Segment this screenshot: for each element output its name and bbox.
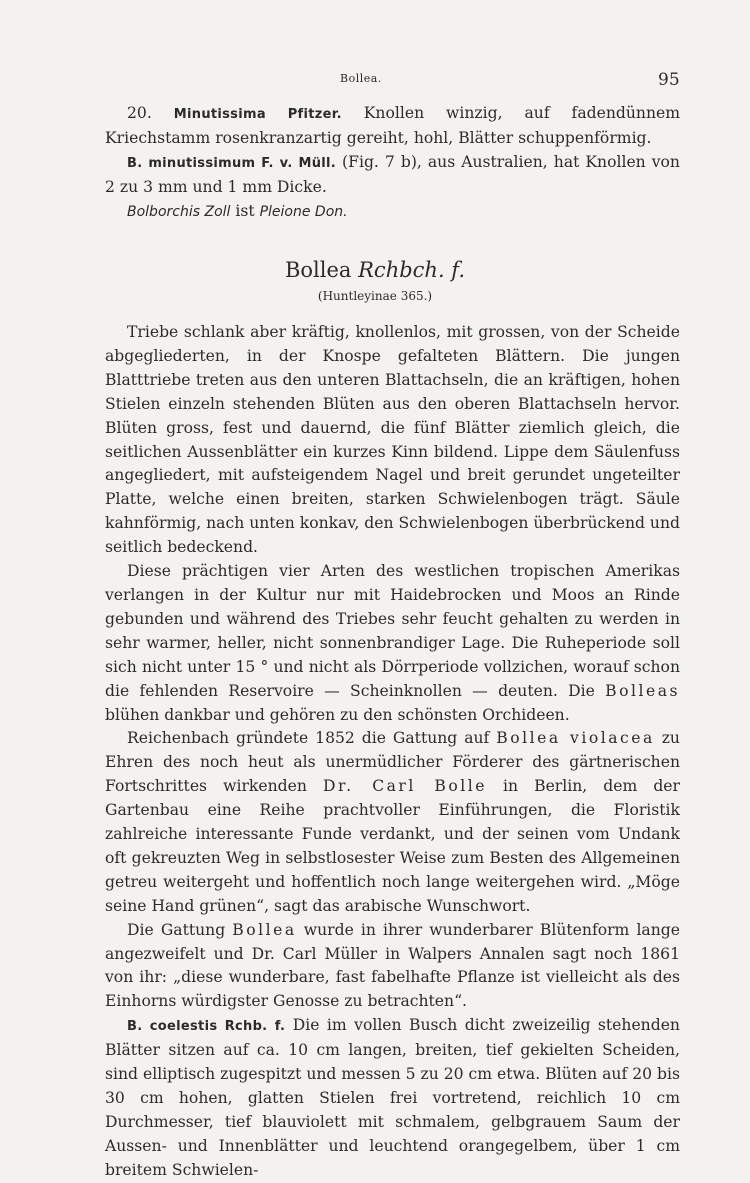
spaced-name: Bolleas [605,681,680,700]
entry-number: 20. [127,104,152,122]
synonym-target: Pleione Don. [259,203,348,220]
spaced-name: Dr. Carl Bolle [322,777,487,796]
text-run: in Berlin, dem der Gartenbau eine Reihe prachtvoller Einführungen, die Floristik zahlreiche interessante Funde verdankt, und der seinen vom Undank oft gekreuzten Weg in selbstlosester Weise zum Besten des Allgemeinen getreu weitergeht und hoffentlich noch lange weitergehen wird. „Möge seine Hand grünen“, sagt das arabische Wunschwort. [105,777,680,915]
running-title: Bollea. [340,72,382,85]
text-run: zu Ehren des noch heut als unermüdlicher Förderer des gärtnerischen Fortschrittes wirkenden [105,729,680,796]
text-run: Reichenbach gründete 1852 die Gattung auf [127,729,497,748]
text-run: Die Gattung [127,920,233,939]
paragraph-description: Triebe schlank aber kräftig, knollenlos, mit grossen, von der Scheide abgegliederten, in der Knospe gefalteten Blättern. Die jungen Blatttriebe treten aus den unteren Blattachseln, die an kräftigen, hohen Stielen einzeln stehenden Blüten aus den oberen Blattachseln hervor. Blüten gross, fest und dauernd, die fünf Blätter ziemlich gleich, die seitlichen Aussenblätter ein kurzes Kinn bildend. Lippe dem Säulenfuss angegliedert, mit aufsteigendem Nagel und breit gerundet ungeteilter Platte, welche einen breiten, starken Schwielenbogen trägt. Säule kahnförmig, nach unten konkav, den Schwielenbogen überbrückend und seitlich bedeckend. [105,323,680,557]
genus-subtitle: (Huntleyinae 365.) [317,289,433,303]
synonym-line [105,200,680,225]
entry-text: Knollen winzig, auf fadendünnem Kriechstamm rosenkranzartig gereiht, hohl, Blätter schuppenförmig. [105,104,681,147]
text-run: Die im vollen Busch dicht zweizeilig stehenden Blätter sitzen auf ca. 10 cm langen, breiten, tief gekielten Scheiden, sind elliptisch zugespitzt und messen 5 zu 20 cm etwa. Blüten auf 20 bis 30 cm hohen, glatten Stielen frei vortretend, reichlich 10 cm Durchmesser, tief blauviolett mit schmalem, gelbgrauem Saum der Aussen- und Innenblätter und leuchtend orangegelbem, über 1 cm breitem Schwielen- [105,1016,680,1179]
synonym-connector: ist [230,201,260,220]
top-entries [105,102,680,225]
spaced-name: Bollea [232,920,297,939]
genus-name: Bollea [284,258,352,282]
paragraph-doubt [105,919,680,1015]
main-text [105,321,680,1183]
synonym-genus: Bolborchis Zoll [127,203,231,220]
paragraph-history [105,727,680,918]
spaced-name: Bollea violacea [496,729,655,748]
entry-20 [105,102,680,151]
paragraph-culture [105,560,680,727]
genus-author: Rchbch. f. [358,258,466,282]
species-name: Minutissima Pfitzer. [173,107,342,122]
text-run: wurde in ihrer wunderbarer Blütenform lange angezweifelt und Dr. Carl Müller in Walpers Annalen sagt noch 1861 von ihr: „diese wunderbare, fast fabelhafte Pflanze ist vielleicht als des Einhorns würdigster Genosse zu betrachten“. [105,920,680,1011]
text-run: blühen dankbar und gehören zu den schönsten Orchideen. [105,705,570,724]
text-run: Diese prächtigen vier Arten des westlichen tropischen Amerikas verlangen in der Kultur nur mit Haidebrocken und Moos an Rinde gebunden und während des Triebes sehr feucht gehalten zu werden in sehr warmer, heller, nicht sonnenbrandiger Lage. Die Ruheperiode soll sich nicht unter 15 ° und nicht als Dörrperiode vollzichen, worauf schon die fehlenden Reservoire — Scheinknollen — deuten. Die [105,562,680,700]
species-name: B. minutissimum F. v. Müll. [127,155,337,171]
page-number: 95 [658,70,680,90]
genus-heading [0,256,750,284]
entry-b-minutissimum [105,151,680,200]
paragraph-coelestis [105,1014,680,1182]
entry-text: (Fig. 7 b), aus Australien, hat Knollen von 2 zu 3 mm und 1 mm Dicke. [105,152,680,196]
species-name: B. coelestis Rchb. f. [127,1019,286,1035]
